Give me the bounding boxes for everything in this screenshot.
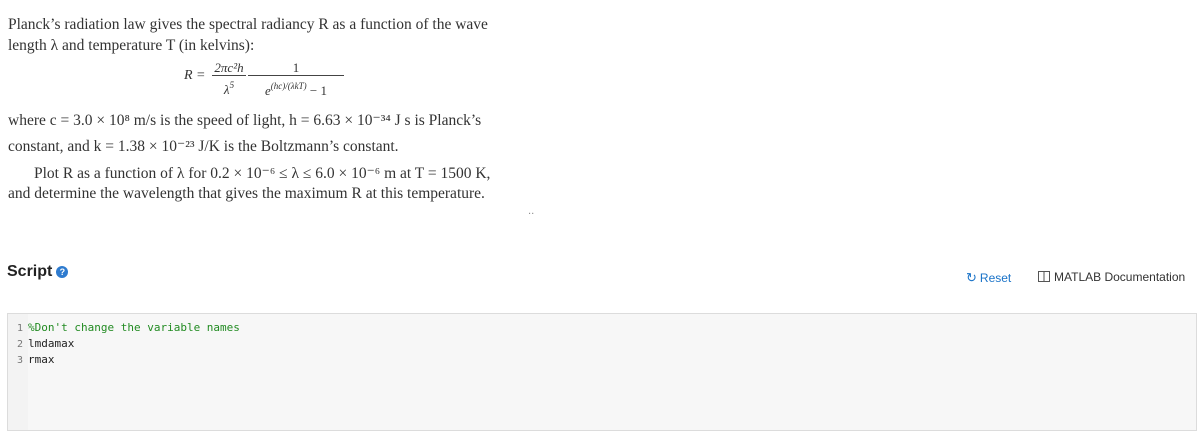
code-text[interactable]: lmdamax <box>28 337 75 350</box>
script-title: Script <box>7 263 53 280</box>
formula-fraction-1 <box>212 60 246 97</box>
exp-base: e <box>264 83 271 98</box>
fraction-1-denominator <box>212 76 246 97</box>
line-number: 3 <box>16 355 23 366</box>
code-line[interactable] <box>8 353 55 369</box>
book-icon <box>1038 271 1050 282</box>
line-number: 2 <box>16 339 23 350</box>
intro-line-2: length λ and temperature T (in kelvins): <box>8 37 255 54</box>
exp-tail: − 1 <box>306 83 327 98</box>
constants-line-1: where c = 3.0 × 10⁸ m/s is the speed of light, h = 6.63 × 10⁻³⁴ J s is Planck’s <box>8 112 482 129</box>
fraction-2-numerator: 1 <box>248 60 344 76</box>
planck-formula <box>184 60 354 96</box>
lambda-exponent: 5 <box>229 80 235 90</box>
lambda-symbol: λ <box>223 82 230 97</box>
formula-lhs: R = <box>184 68 206 83</box>
code-line[interactable] <box>8 321 240 337</box>
code-line[interactable] <box>8 337 74 353</box>
code-editor[interactable] <box>7 313 1197 431</box>
code-text[interactable]: %Don't change the variable names <box>28 321 240 334</box>
reset-button[interactable] <box>966 270 1011 286</box>
formula-fraction-2 <box>248 60 344 98</box>
decorative-dots: .. <box>528 206 535 217</box>
code-text[interactable]: rmax <box>28 353 55 366</box>
fraction-2-denominator <box>248 76 344 98</box>
task-line-1: Plot R as a function of λ for 0.2 × 10⁻⁶ ≤ λ ≤ 6.0 × 10⁻⁶ m at T = 1500 K, <box>34 165 491 182</box>
reset-label: Reset <box>979 271 1012 285</box>
problem-statement <box>8 14 528 56</box>
matlab-documentation-link[interactable] <box>1038 270 1185 284</box>
docs-label: MATLAB Documentation <box>1054 270 1186 284</box>
task-paragraph <box>8 164 528 204</box>
intro-line-1: Planck’s radiation law gives the spectral radiancy R as a function of the wave <box>8 16 488 33</box>
line-number: 1 <box>16 323 23 334</box>
reset-icon: ↻ <box>966 270 977 285</box>
help-icon[interactable]: ? <box>56 266 68 278</box>
constants-line-2: constant, and k = 1.38 × 10⁻²³ J/K is the Boltzmann’s constant. <box>8 138 399 155</box>
task-line-2: and determine the wavelength that gives the maximum R at this temperature. <box>8 185 485 202</box>
exp-exponent: (hc)/(λkT) <box>270 81 307 91</box>
script-heading <box>7 263 68 281</box>
fraction-1-numerator: 2πc²h <box>212 60 246 76</box>
constants-paragraph <box>8 108 528 160</box>
